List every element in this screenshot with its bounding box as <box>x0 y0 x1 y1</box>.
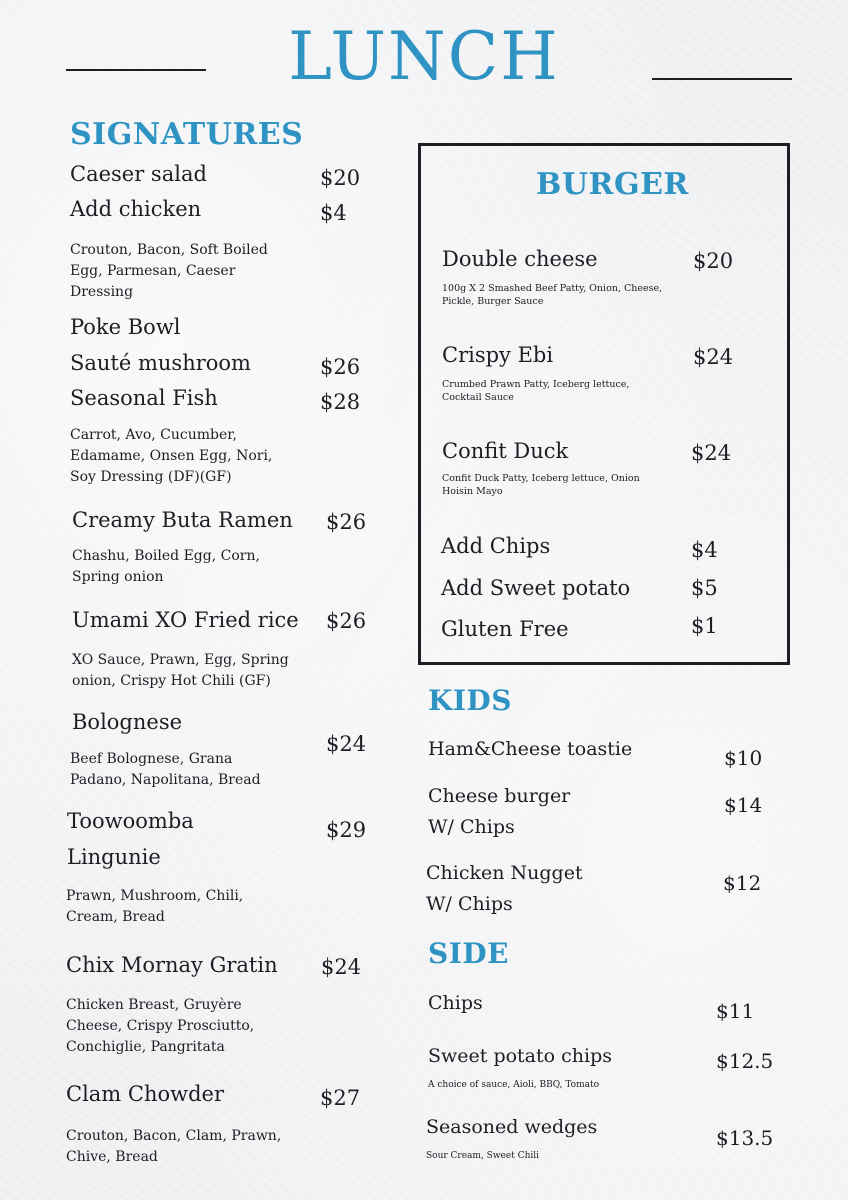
page-title: LUNCH <box>288 18 560 95</box>
item-name-line2: W/ Chips <box>428 816 515 838</box>
item-price: $10 <box>724 746 763 770</box>
item-price: $26 <box>326 609 367 633</box>
section-heading-kids: KIDS <box>428 684 512 717</box>
section-heading-burger: BURGER <box>536 167 689 202</box>
item-price: $14 <box>724 793 763 817</box>
item-price: $12.5 <box>716 1049 774 1073</box>
item-description: A choice of sauce, Aioli, BBQ, Tomato <box>428 1080 600 1090</box>
item-name-poke: Poke Bowl <box>70 315 181 339</box>
item-name: Clam Chowder <box>66 1082 225 1106</box>
item-price: $4 <box>320 201 347 225</box>
header-rule-right <box>652 78 792 80</box>
item-name: Bolognese <box>72 710 183 734</box>
item-name: Seasonal Fish <box>70 386 218 410</box>
item-price: $5 <box>691 576 718 600</box>
item-description: XO Sauce, Prawn, Egg, Spring onion, Crispy Hot Chili (GF) <box>72 652 289 689</box>
item-price: $24 <box>326 732 367 756</box>
item-name: Seasoned wedges <box>426 1116 598 1138</box>
item-price: $24 <box>691 441 732 465</box>
item-price: $27 <box>320 1086 361 1110</box>
item-name-line2: Lingunie <box>67 845 161 869</box>
item-description: Sour Cream, Sweet Chili <box>426 1151 539 1161</box>
item-name: Caeser salad <box>70 162 207 186</box>
item-name: Sauté mushroom <box>70 351 251 375</box>
item-name-line2: W/ Chips <box>426 893 513 915</box>
item-name: Umami XO Fried rice <box>72 608 299 632</box>
item-description: Confit Duck Patty, Iceberg lettuce, Onion Hoisin Mayo <box>442 473 640 497</box>
item-name-line1: Chicken Nugget <box>426 862 583 884</box>
item-name: Ham&Cheese toastie <box>428 738 633 760</box>
item-price: $4 <box>691 538 718 562</box>
item-name: Add chicken <box>70 197 202 221</box>
item-description: Carrot, Avo, Cucumber, Edamame, Onsen Egg, Nori, Soy Dressing (DF)(GF) <box>70 427 273 485</box>
item-name: Chips <box>428 992 483 1014</box>
item-price: $12 <box>723 871 762 895</box>
item-name: Double cheese <box>442 247 598 271</box>
item-description: 100g X 2 Smashed Beef Patty, Onion, Cheese, Pickle, Burger Sauce <box>442 283 663 307</box>
item-name: Chix Mornay Gratin <box>66 953 278 977</box>
item-price: $11 <box>716 999 755 1023</box>
item-price: $13.5 <box>716 1126 774 1150</box>
item-name-line1: Toowoomba <box>67 809 194 833</box>
item-price: $20 <box>693 249 734 273</box>
section-heading-side: SIDE <box>428 937 509 970</box>
item-description: Chashu, Boiled Egg, Corn, Spring onion <box>72 548 260 585</box>
item-name: Crispy Ebi <box>442 343 554 367</box>
item-description: Beef Bolognese, Grana Padano, Napolitana, Bread <box>70 751 261 788</box>
item-price: $26 <box>326 510 367 534</box>
item-price: $1 <box>691 614 718 638</box>
item-name: Confit Duck <box>442 439 569 463</box>
item-name: Creamy Buta Ramen <box>72 508 293 532</box>
item-name-line1: Cheese burger <box>428 785 571 807</box>
item-price: $29 <box>326 818 367 842</box>
item-name: Add Sweet potato <box>441 576 631 600</box>
item-price: $24 <box>693 345 734 369</box>
item-description: Crouton, Bacon, Soft Boiled Egg, Parmesan, Caeser Dressing <box>70 242 268 300</box>
item-price: $20 <box>320 166 361 190</box>
section-heading-signatures: SIGNATURES <box>70 117 304 152</box>
item-price: $26 <box>320 355 361 379</box>
item-name: Sweet potato chips <box>428 1045 612 1067</box>
item-description: Crouton, Bacon, Clam, Prawn, Chive, Bread <box>66 1128 282 1165</box>
item-name: Gluten Free <box>441 617 569 641</box>
item-price: $28 <box>320 390 361 414</box>
item-price: $24 <box>321 955 362 979</box>
item-description: Chicken Breast, Gruyère Cheese, Crispy Prosciutto, Conchiglie, Pangritata <box>66 997 255 1055</box>
item-description: Prawn, Mushroom, Chili, Cream, Bread <box>66 888 244 925</box>
item-name: Add Chips <box>441 534 551 558</box>
item-description: Crumbed Prawn Patty, Iceberg lettuce, Cocktail Sauce <box>442 379 630 403</box>
